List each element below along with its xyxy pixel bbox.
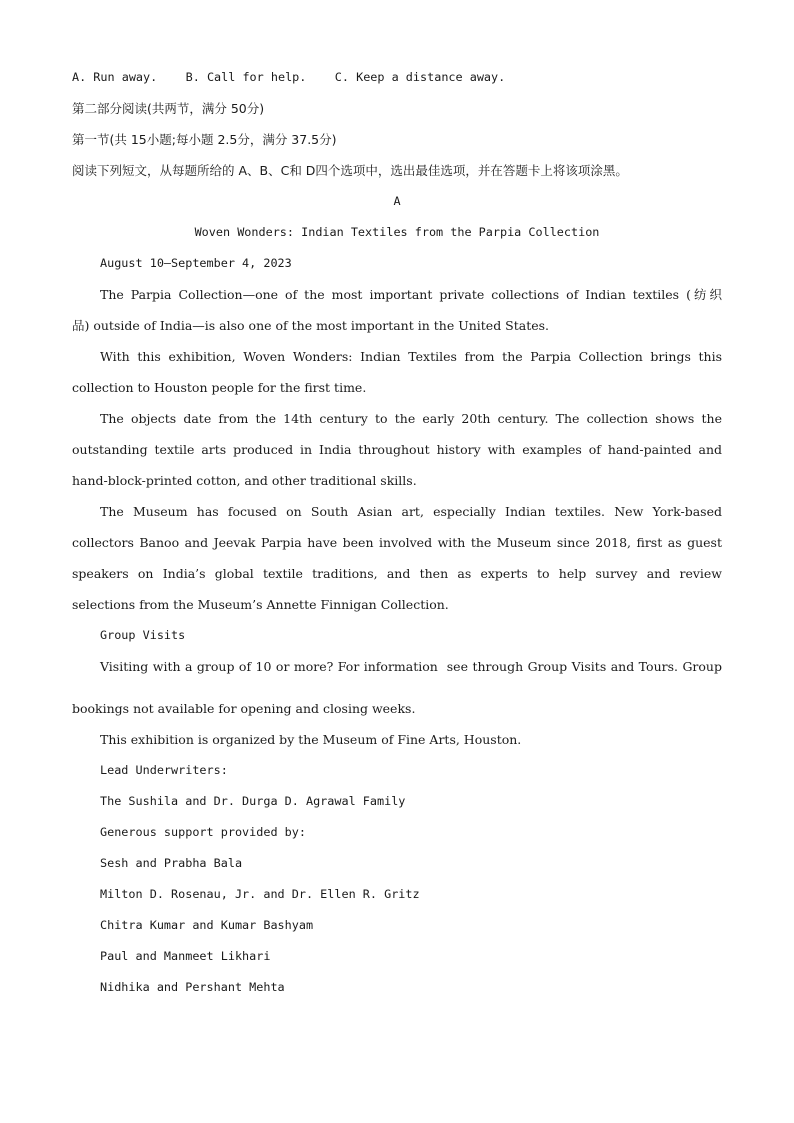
paragraph-line: With this exhibition, Woven Wonders: Indian Textiles from the Parpia Collection brings this <box>100 349 722 364</box>
instructions: 阅读下列短文，从每题所给的 A、B、C和 D四个选项中，选出最佳选项，并在答题卡上将该项涂黑。 <box>72 163 628 178</box>
paragraph-line: outstanding textile arts produced in India throughout history with examples of hand-painted and <box>72 442 722 457</box>
paragraph-line: selections from the Museum’s Annette Finnigan Collection. <box>72 597 449 612</box>
document-page <box>72 62 722 1003</box>
paragraph-line: The Museum has focused on South Asian art, especially Indian textiles. New York-based <box>100 504 722 519</box>
section-header: 第二部分阅读(共两节，满分 50分) <box>72 101 265 116</box>
supporters-list <box>72 848 722 1003</box>
lead-underwriters-heading: Lead Underwriters: <box>100 763 228 777</box>
supporter: Sesh and Prabha Bala <box>100 856 243 870</box>
supporter: Paul and Manmeet Likhari <box>100 949 271 963</box>
paragraph-line: speakers on India’s global textile traditions, and then as experts to help survey and review <box>72 566 722 581</box>
paragraph-1 <box>72 279 722 341</box>
paragraph-line: hand-block-printed cotton, and other traditional skills. <box>72 473 417 488</box>
answer-options: A. Run away. B. Call for help. C. Keep a distance away. <box>72 70 506 84</box>
passage-label: A <box>393 194 401 208</box>
supporter: Milton D. Rosenau, Jr. and Dr. Ellen R. Gritz <box>100 887 420 901</box>
passage-title: Woven Wonders: Indian Textiles from the Parpia Collection <box>194 225 600 239</box>
group-visits-heading: Group Visits <box>100 628 186 642</box>
paragraph-4 <box>72 496 722 620</box>
organized-by: This exhibition is organized by the Museum of Fine Arts, Houston. <box>100 732 522 747</box>
paragraph-line: The objects date from the 14th century to the early 20th century. The collection shows the <box>100 411 722 426</box>
paragraph-line: bookings not available for opening and closing weeks. <box>72 701 416 716</box>
exhibition-dates: August 10—September 4, 2023 <box>100 256 292 270</box>
paragraph-2 <box>72 341 722 403</box>
lead-underwriter: The Sushila and Dr. Durga D. Agrawal Family <box>100 794 406 808</box>
supporter: Chitra Kumar and Kumar Bashyam <box>100 918 314 932</box>
paragraph-line: The Parpia Collection—one of the most important private collections of Indian textiles (纺织 <box>100 287 722 302</box>
paragraph-line: 品) outside of India—is also one of the most important in the United States. <box>72 318 550 333</box>
support-heading: Generous support provided by: <box>100 825 306 839</box>
paragraph-line: Visiting with a group of 10 or more? For information see through Group Visits and Tours. Group <box>100 659 722 674</box>
subsection-header: 第一节(共 15小题;每小题 2.5分，满分 37.5分) <box>72 132 337 147</box>
paragraph-line: collectors Banoo and Jeevak Parpia have been involved with the Museum since 2018, first as guest <box>72 535 722 550</box>
group-visits-paragraph <box>72 651 722 724</box>
supporter: Nidhika and Pershant Mehta <box>100 980 285 994</box>
paragraph-3 <box>72 403 722 496</box>
paragraph-line: collection to Houston people for the first time. <box>72 380 367 395</box>
